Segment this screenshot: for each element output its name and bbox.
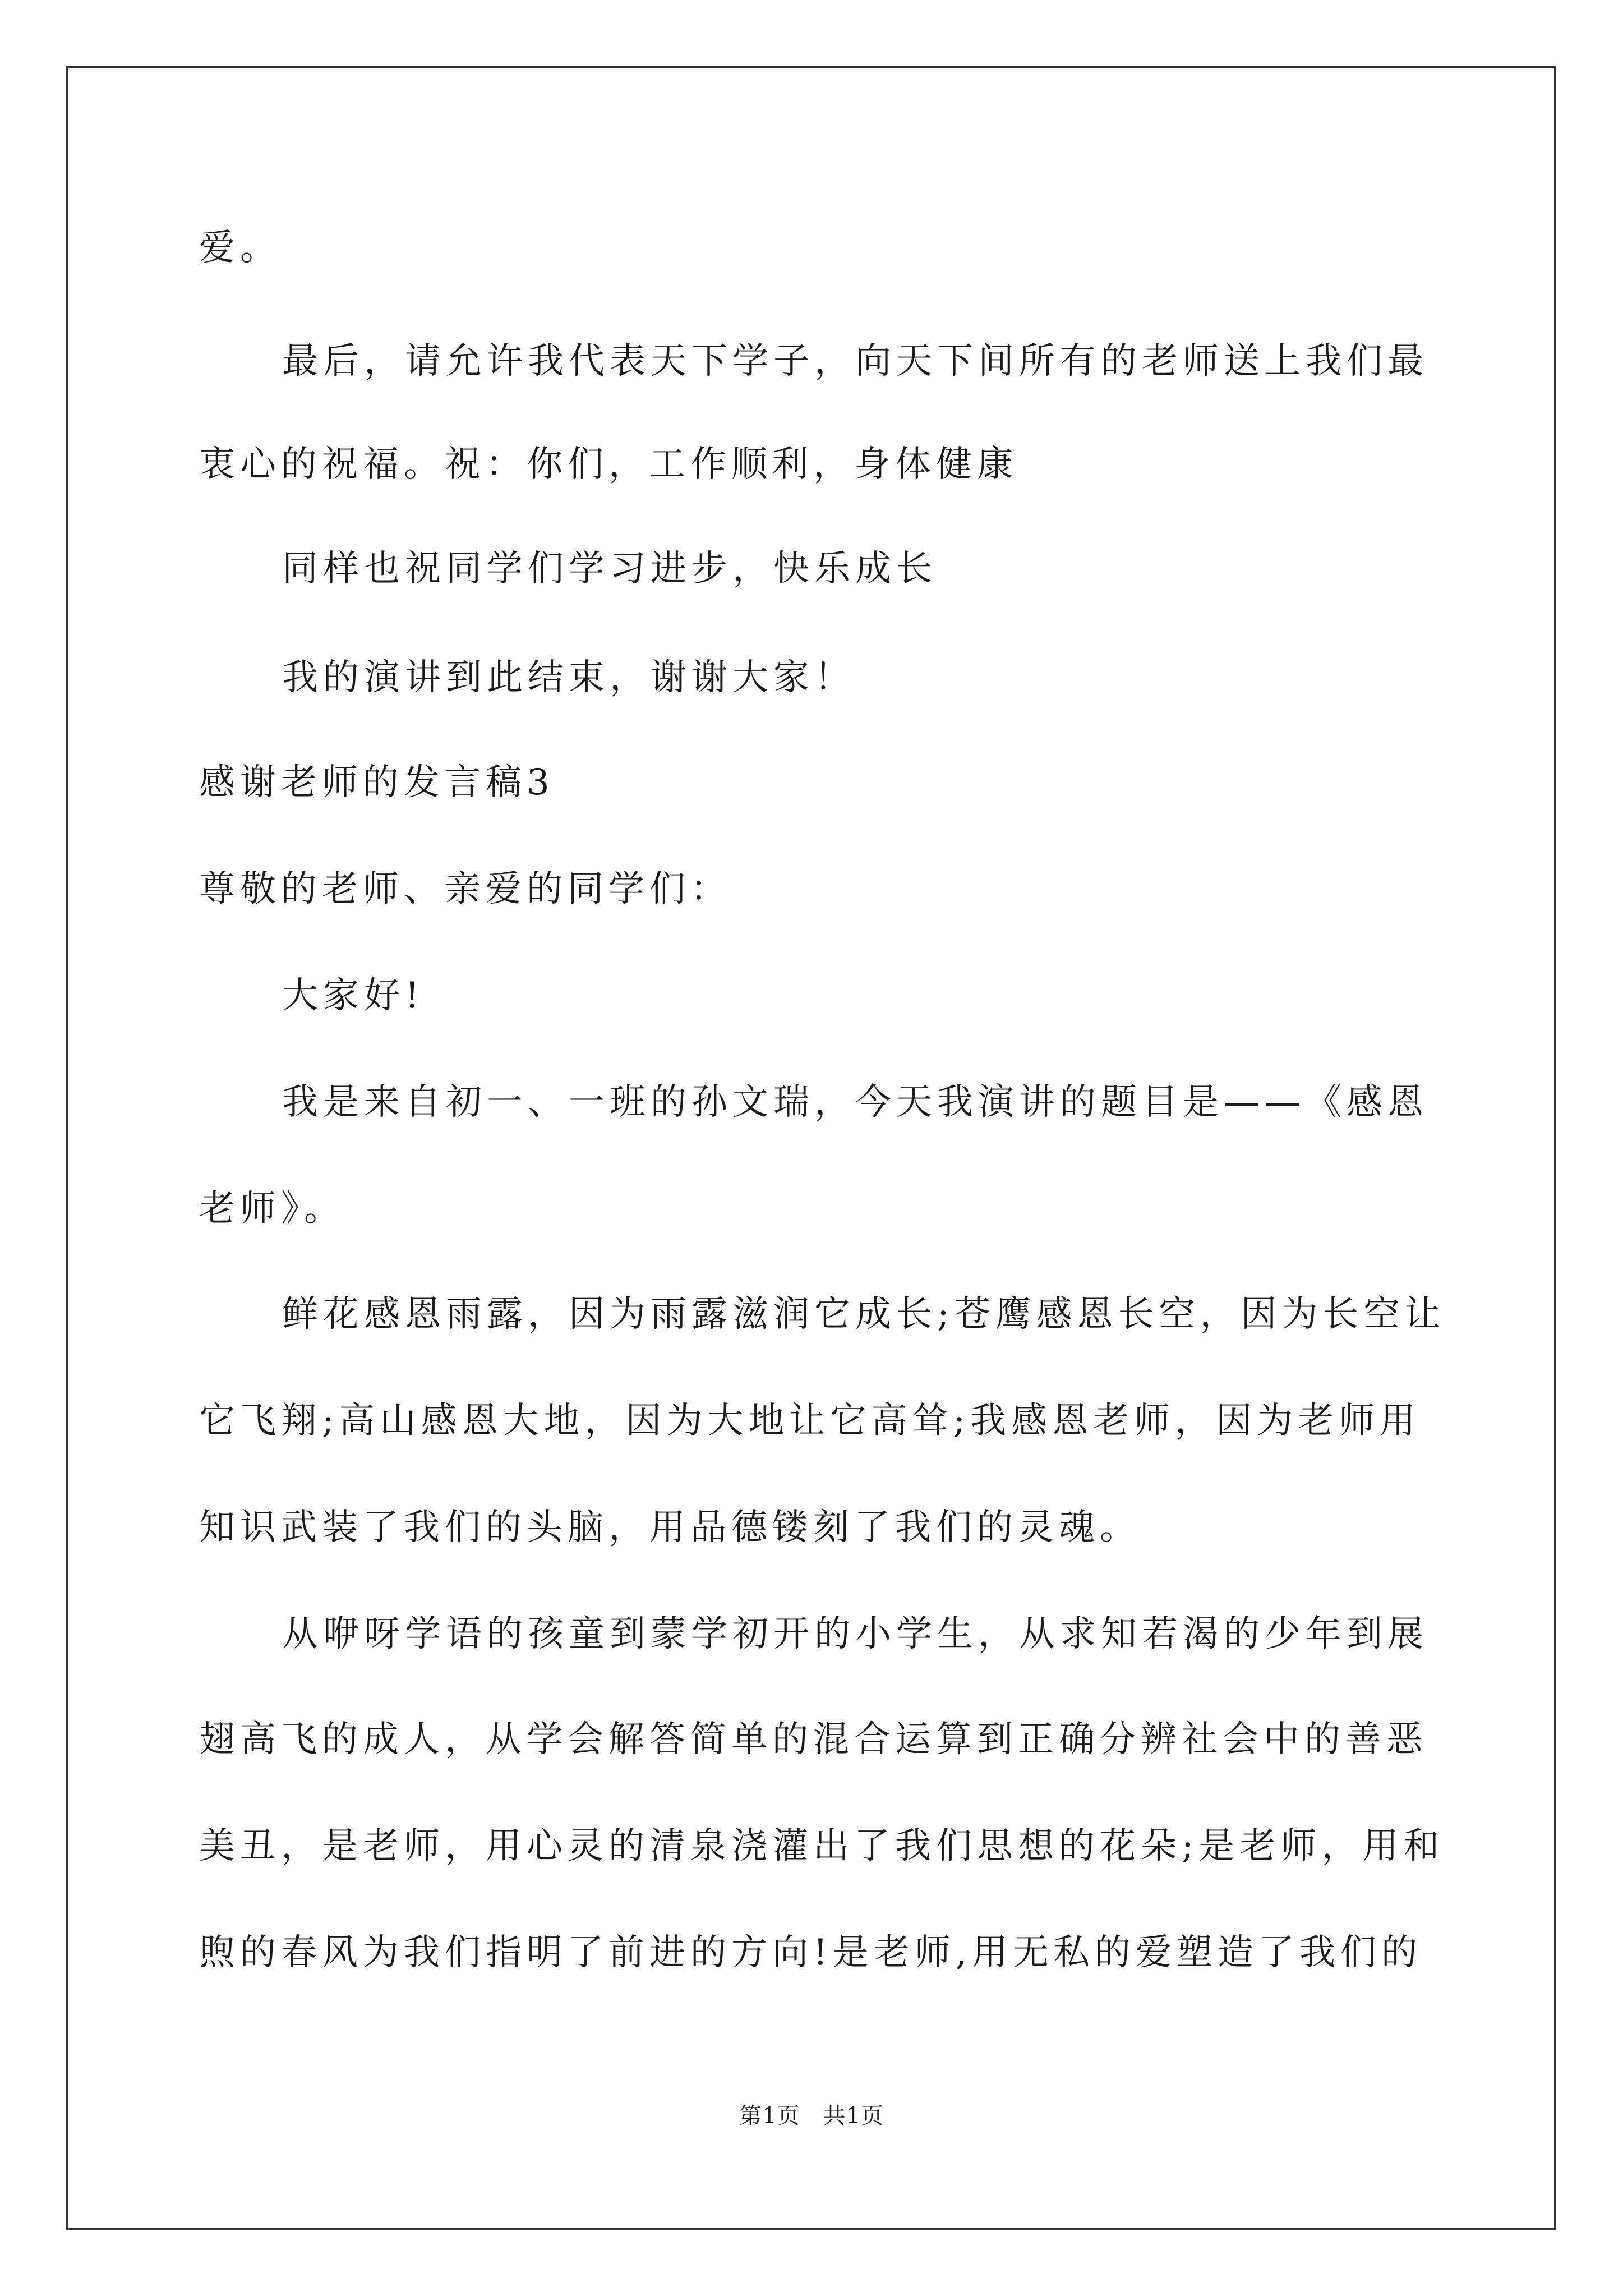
paragraph-line: 同样也祝同学们学习进步，快乐成长 [282,548,937,590]
paragraph-line: 它飞翔;高山感恩大地，因为大地让它高耸;我感恩老师，因为老师用 [199,1400,1421,1442]
page-number-footer: 第1页 共1页 [739,2103,884,2129]
paragraph-line: 最后，请允许我代表天下学子，向天下间所有的老师送上我们最 [282,341,1428,382]
paragraph-line: 从咿呀学语的孩童到蒙学初开的小学生，从求知若渴的少年到展 [282,1613,1428,1655]
paragraph-line: 我的演讲到此结束，谢谢大家！ [282,657,855,698]
paragraph-line: 我是来自初一、一班的孙文瑞，今天我演讲的题目是——《感恩 [282,1082,1428,1123]
salutation: 尊敬的老师、亲爱的同学们： [199,868,731,910]
page-border [66,66,1556,2230]
paragraph-line: 煦的春风为我们指明了前进的方向!是老师,用无私的爱塑造了我们的 [199,1932,1423,1973]
section-heading: 感谢老师的发言稿3 [199,762,555,803]
paragraph-line: 爱。 [199,227,281,269]
paragraph-line: 知识武装了我们的头脑，用品德镂刻了我们的灵魂。 [199,1507,1141,1548]
paragraph-line: 老师》。 [199,1188,345,1230]
paragraph-line: 鲜花感恩雨露，因为雨露滋润它成长;苍鹰感恩长空，因为长空让 [282,1294,1446,1335]
greeting: 大家好! [282,975,425,1016]
paragraph-line: 翅高飞的成人，从学会解答简单的混合运算到正确分辨社会中的善恶 [199,1719,1427,1760]
paragraph-line: 衷心的祝福。祝：你们，工作顺利，身体健康 [199,444,1018,485]
paragraph-line: 美丑，是老师，用心灵的清泉浇灌出了我们思想的花朵;是老师，用和 [199,1825,1445,1867]
